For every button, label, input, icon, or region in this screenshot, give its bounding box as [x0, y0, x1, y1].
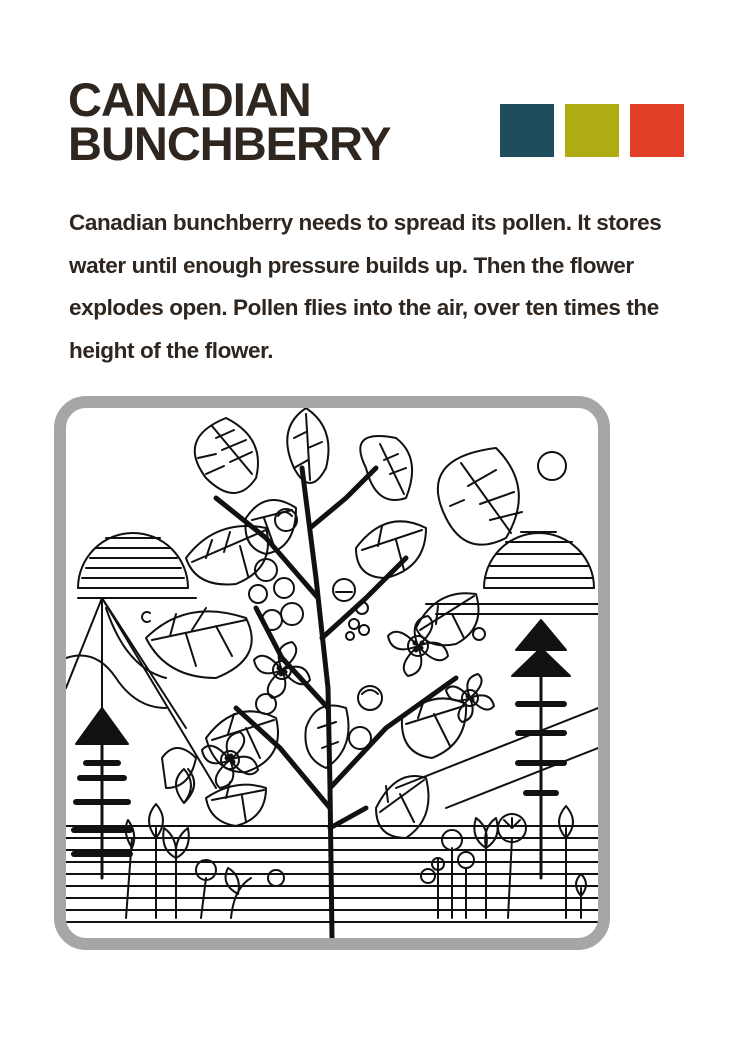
- leaves: [146, 408, 522, 838]
- color-swatch-teal: [500, 104, 554, 157]
- description-text: Canadian bunchberry needs to spread its pollen. It stores water until enough pressure builds up. Then the flower explodes open. Pollen flies into the air, over ten times the height of the flower.: [69, 210, 662, 363]
- right-sun-icon: [426, 532, 598, 614]
- color-swatch-red: [630, 104, 684, 157]
- left-sun-icon: [78, 533, 196, 598]
- color-swatch-olive: [565, 104, 619, 157]
- bunchberry-stem: [216, 468, 456, 938]
- color-palette: [500, 104, 684, 157]
- illustration-frame: [54, 396, 610, 950]
- title-line-1: CANADIAN: [68, 73, 311, 126]
- bunchberry-coloring-illustration: [66, 408, 598, 938]
- title-line-2: BUNCHBERRY: [68, 117, 391, 170]
- left-pine-tree-icon: [74, 708, 130, 878]
- page-title: [68, 73, 488, 170]
- bunchberry-flower-icons: [202, 616, 494, 788]
